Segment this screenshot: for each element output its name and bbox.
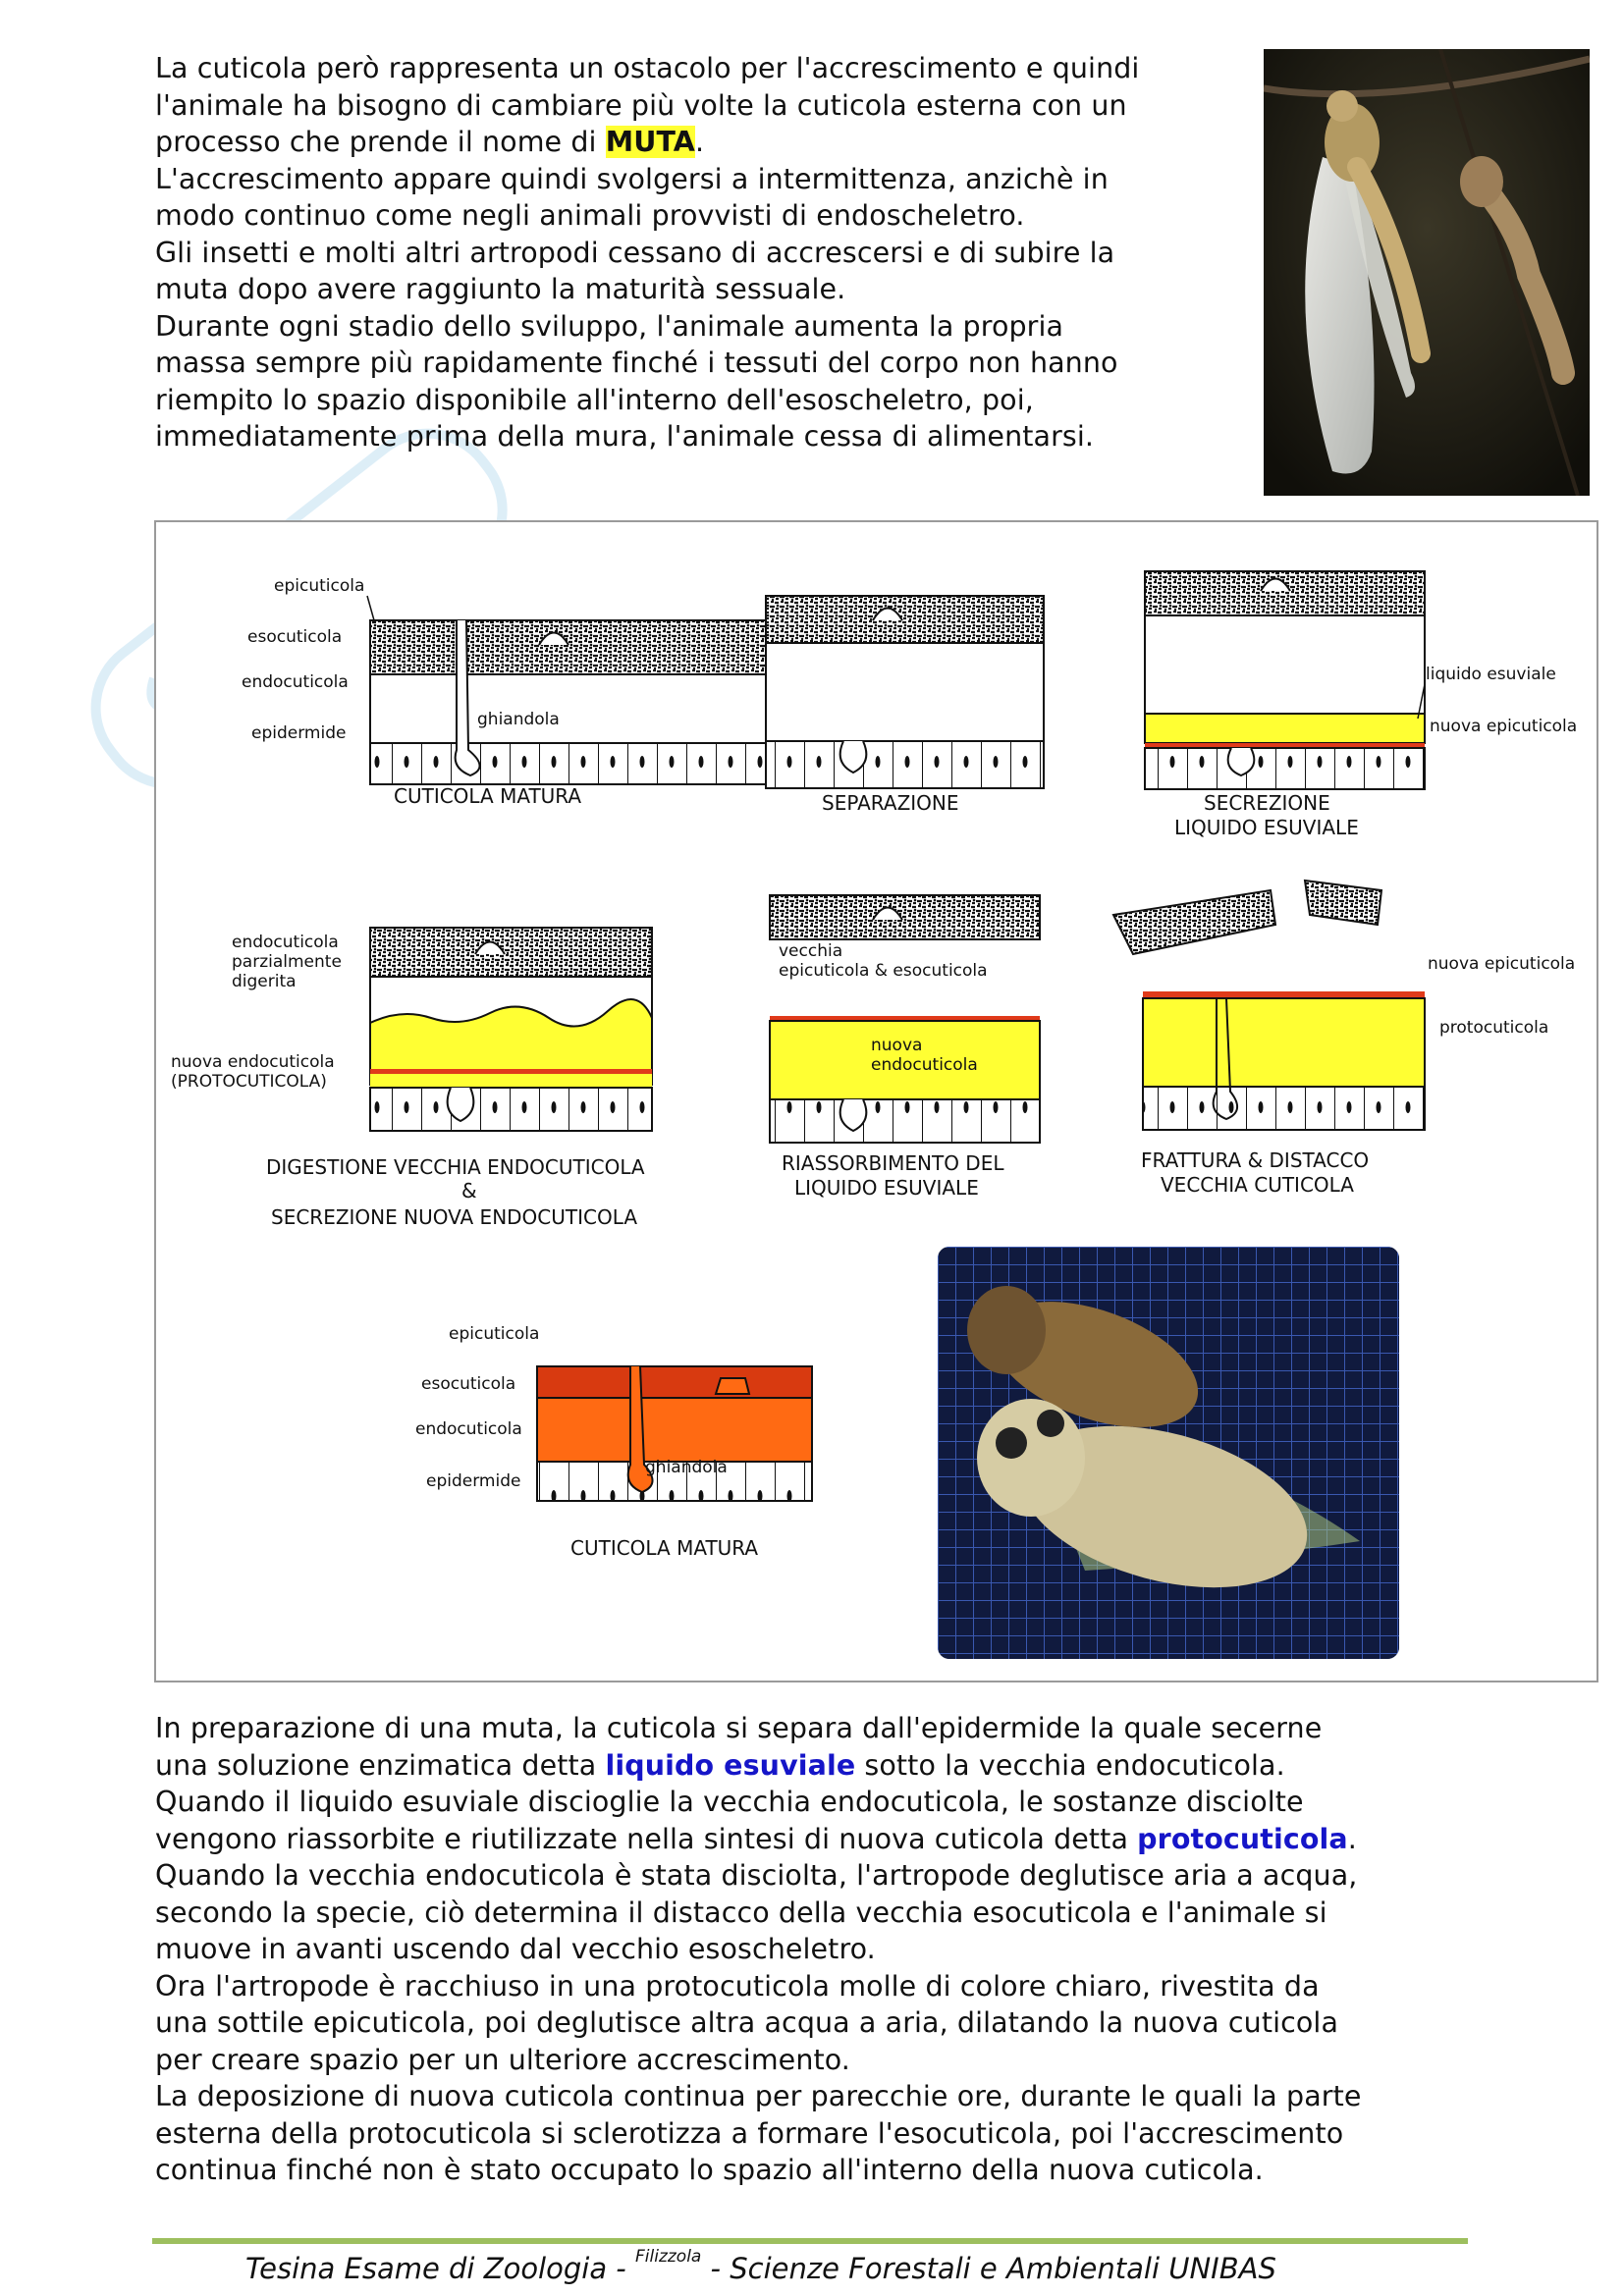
label-ghiandola: ghiandola xyxy=(477,710,560,729)
label-nuova-endocuticola-2: endocuticola xyxy=(871,1055,978,1075)
intro-line: processo che prende il nome di MUTA. xyxy=(155,126,705,158)
label-epicuticola-2: epicuticola xyxy=(449,1324,540,1344)
caption-digestione-2: & xyxy=(461,1179,477,1202)
panel-secrezione xyxy=(1145,571,1577,839)
caption-secrezione-2: LIQUIDO ESUVIALE xyxy=(1174,816,1359,839)
body-line: muove in avanti uscendo dal vecchio esoscheletro. xyxy=(155,1933,876,1965)
label-nuova-endocuticola: nuova endocuticola xyxy=(171,1052,335,1072)
label-endocuticola-2: endocuticola xyxy=(415,1419,522,1439)
footer-author: Filizzola xyxy=(635,2247,702,2268)
intro-line: muta dopo avere raggiunto la maturità sessuale. xyxy=(155,273,846,305)
caption-digestione-1: DIGESTIONE VECCHIA ENDOCUTICOLA xyxy=(266,1155,645,1179)
intro-line: La cuticola però rappresenta un ostacolo per l'accrescimento e quindi xyxy=(155,52,1140,84)
label-nuova-epicuticola: nuova epicuticola xyxy=(1430,717,1578,736)
caption-cuticola-matura-2: CUTICOLA MATURA xyxy=(570,1536,759,1560)
label-nuova-endocuticola-1: nuova xyxy=(871,1036,923,1055)
caption-secrezione-1: SECREZIONE xyxy=(1204,791,1330,815)
footer-rule xyxy=(152,2238,1468,2244)
label-epidermide: epidermide xyxy=(251,723,347,743)
label-endocuticola-digerita-1: endocuticola xyxy=(232,933,339,952)
panel-digestione xyxy=(171,928,652,1229)
panel-frattura xyxy=(1113,881,1575,1197)
label-endocuticola-digerita-3: digerita xyxy=(232,972,297,991)
intro-line: l'animale ha bisogno di cambiare più volte la cuticola esterna con un xyxy=(155,88,1127,122)
label-ghiandola-2: ghiandola xyxy=(645,1458,728,1477)
body-line: Ora l'artropode è racchiuso in una protocuticola molle di colore chiaro, rivestita da xyxy=(155,1969,1320,2002)
body-line: Quando il liquido esuviale discioglie la vecchia endocuticola, le sostanze disciolte xyxy=(155,1786,1304,1818)
label-nuova-epicuticola-2: nuova epicuticola xyxy=(1428,954,1576,974)
label-esocuticola: esocuticola xyxy=(247,627,343,647)
body-line: esterna della protocuticola si sclerotizza a formare l'esocuticola, poi l'accrescimento xyxy=(155,2116,1344,2150)
label-epicuticola: epicuticola xyxy=(274,576,365,596)
label-vecchia-2: epicuticola & esocuticola xyxy=(779,961,988,981)
caption-riassorbimento-1: RIASSORBIMENTO DEL xyxy=(782,1151,1004,1175)
page-footer xyxy=(245,2247,1276,2285)
body-line: La deposizione di nuova cuticola continua per parecchie ore, durante le quali la parte xyxy=(155,2080,1362,2112)
cicada-molting-photo xyxy=(938,1247,1399,1659)
intro-line: massa sempre più rapidamente finché i tessuti del corpo non hanno xyxy=(155,347,1118,379)
panel-separazione xyxy=(766,596,1044,815)
intro-line: riempito lo spazio disponibile all'interno dell'esoscheletro, poi, xyxy=(155,383,1034,416)
body-line: per creare spazio per un ulteriore accrescimento. xyxy=(155,2043,850,2076)
keyword-liquido-esuviale: liquido esuviale xyxy=(605,1748,856,1782)
label-esocuticola-2: esocuticola xyxy=(421,1374,516,1394)
caption-frattura-2: VECCHIA CUTICOLA xyxy=(1161,1173,1354,1197)
intro-paragraph xyxy=(155,50,1139,455)
label-vecchia-1: vecchia xyxy=(779,941,843,961)
body-paragraph xyxy=(155,1710,1362,2189)
panel-cuticola-matura xyxy=(242,576,786,808)
panel-riassorbimento xyxy=(770,895,1040,1200)
body-line: continua finché non è stato occupato lo spazio all'interno della nuova cuticola. xyxy=(155,2154,1264,2186)
label-protocuticola: (PROTOCUTICOLA) xyxy=(171,1072,327,1092)
label-epidermide-2: epidermide xyxy=(426,1471,521,1491)
intro-line: Durante ogni stadio dello sviluppo, l'animale aumenta la propria xyxy=(155,309,1064,343)
intro-line: modo continuo come negli animali provvisti di endoscheletro. xyxy=(155,199,1025,232)
footer-right: - Scienze Forestali e Ambientali UNIBAS xyxy=(701,2252,1276,2285)
label-endocuticola: endocuticola xyxy=(242,672,349,692)
intro-line: L'accrescimento appare quindi svolgersi a intermittenza, anzichè in xyxy=(155,162,1109,195)
body-line: una soluzione enzimatica detta liquido esuviale sotto la vecchia endocuticola. xyxy=(155,1748,1285,1782)
label-liquido-esuviale: liquido esuviale xyxy=(1426,665,1556,684)
label-protocuticola-2: protocuticola xyxy=(1439,1018,1549,1038)
panel-cuticola-matura-color xyxy=(415,1324,812,1560)
label-endocuticola-digerita-2: parzialmente xyxy=(232,952,342,972)
intro-line: Gli insetti e molti altri artropodi cessano di accrescersi e di subire la xyxy=(155,236,1115,269)
body-line: Quando la vecchia endocuticola è stata disciolta, l'artropode deglutisce aria a acqua, xyxy=(155,1859,1358,1892)
muta-highlight: MUTA xyxy=(605,126,695,158)
dragonfly-molting-photo xyxy=(1264,49,1590,496)
keyword-protocuticola: protocuticola xyxy=(1137,1822,1348,1855)
body-line: secondo la specie, ciò determina il distacco della vecchia esocuticola e l'animale si xyxy=(155,1896,1327,1929)
caption-riassorbimento-2: LIQUIDO ESUVIALE xyxy=(794,1176,979,1200)
body-line: In preparazione di una muta, la cuticola si separa dall'epidermide la quale secerne xyxy=(155,1712,1323,1744)
caption-digestione-3: SECREZIONE NUOVA ENDOCUTICOLA xyxy=(271,1205,638,1229)
intro-line: immediatamente prima della mura, l'animale cessa di alimentarsi. xyxy=(155,420,1095,453)
footer-left: Tesina Esame di Zoologia - xyxy=(245,2252,635,2285)
caption-separazione: SEPARAZIONE xyxy=(822,791,959,815)
caption-cuticola-matura: CUTICOLA MATURA xyxy=(394,784,582,808)
body-line: una sottile epicuticola, poi deglutisce altra acqua a aria, dilatando la nuova cuticola xyxy=(155,2006,1339,2039)
caption-frattura-1: FRATTURA & DISTACCO xyxy=(1141,1148,1370,1172)
body-line: vengono riassorbite e riutilizzate nella sintesi di nuova cuticola detta protocuticola. xyxy=(155,1822,1357,1855)
